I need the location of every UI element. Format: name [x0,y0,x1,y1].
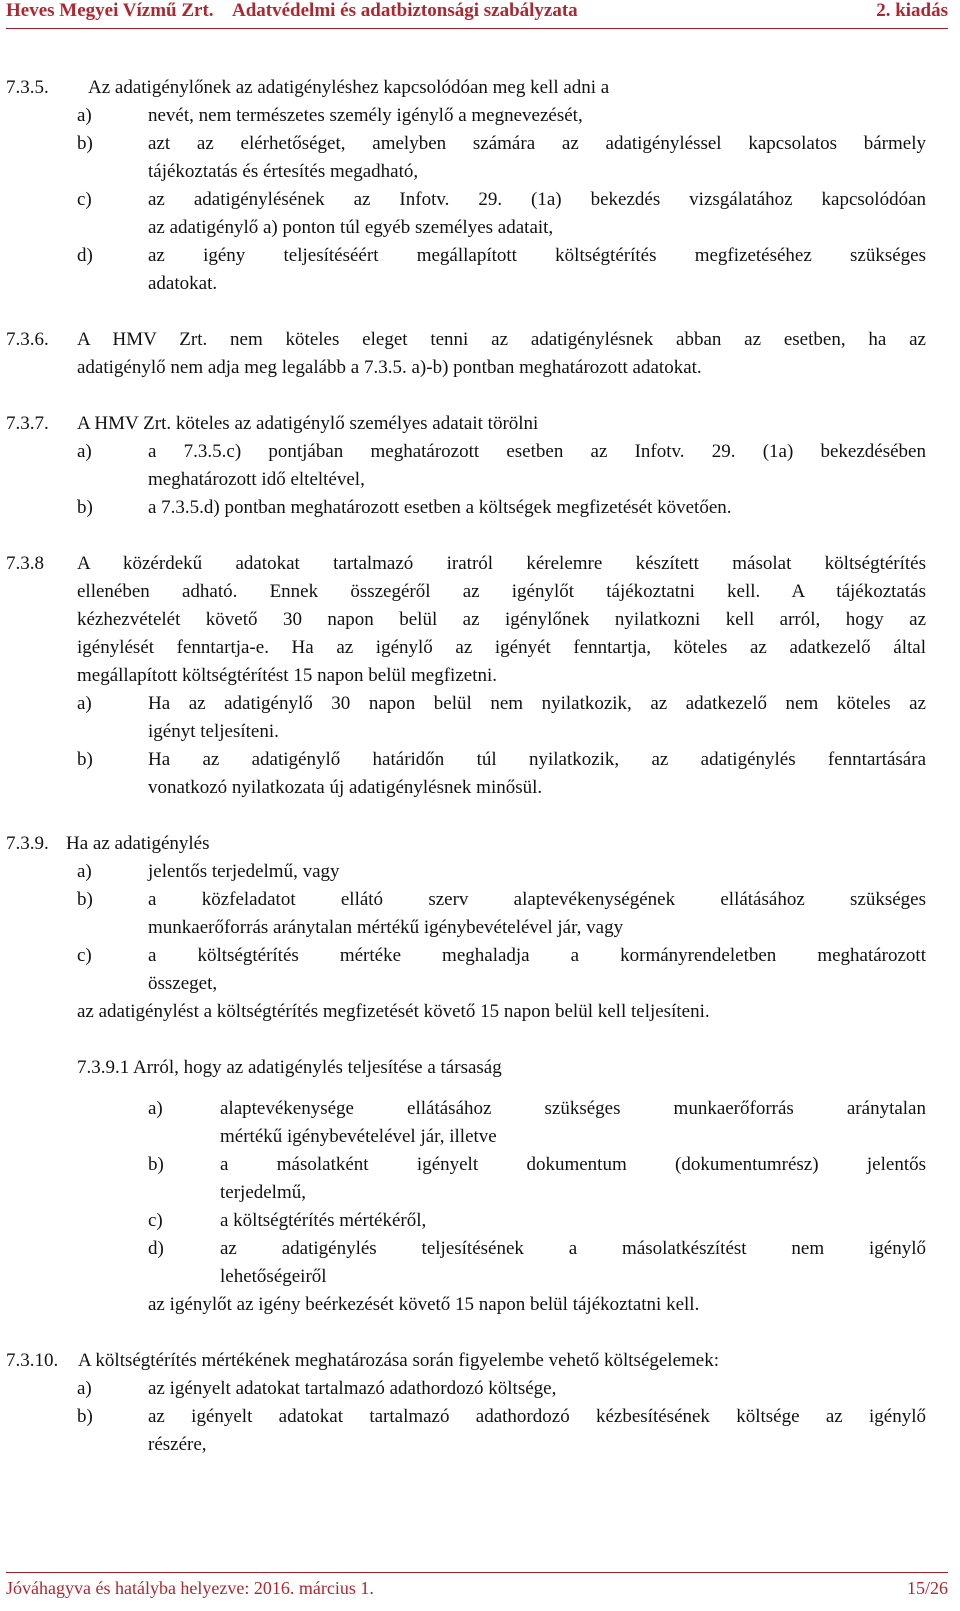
item-text: az igényelt adatokat tartalmazó adathordozó költsége, [148,1378,557,1399]
item-text: mértékű igénybevételével jár, illetve [220,1126,497,1147]
item-text: azt az elérhetőséget, amelyben számára az adatigényléssel kapcsolatos bármely [148,133,926,154]
item-text: lehetőségeiről [220,1266,327,1287]
header-title: Adatvédelmi és adatbiztonsági szabályzata [232,0,578,21]
item-label: b) [77,889,93,910]
item-text: a költségtérítés mértékéről, [220,1210,427,1231]
item-text: a közfeladatot ellátó szerv alaptevékenységének ellátásához szükséges [148,889,926,910]
section-number: 7.3.8 [6,553,44,574]
footer-divider [6,1572,948,1573]
page-header [6,0,948,29]
item-text: az adatigénylő a) ponton túl egyéb személyes adatait, [148,217,554,238]
item-label: b) [77,133,93,154]
section-text: adatigénylő nem adja meg legalább a 7.3.5. a)-b) pontban meghatározott adatokat. [77,357,702,378]
section-number: 7.3.7. [6,413,49,434]
item-text: Ha az adatigénylő határidőn túl nyilatkozik, az adatigénylés fenntartására [148,749,926,770]
section-text: megállapított költségtérítést 15 napon belül megfizetni. [77,665,498,686]
section-outro: az igénylőt az igény beérkezését követő 15 napon belül tájékoztatni kell. [148,1294,700,1315]
item-label: b) [77,749,93,770]
footer-approval: Jóváhagyva és hatályba helyezve: 2016. március 1. [6,1578,374,1598]
item-label: c) [77,945,92,966]
item-text: munkaerőforrás aránytalan mértékű igénybevételével jár, vagy [148,917,624,938]
item-text: adatokat. [148,273,218,294]
item-text: az igény teljesítéséért megállapított költségtérítés megfizetéséhez szükséges [148,245,926,266]
section-outro: az adatigénylést a költségtérítés megfizetését követő 15 napon belül kell teljesíteni. [77,1001,710,1022]
item-text: az adatigénylés teljesítésének a másolatkészítést nem igénylő [220,1238,926,1259]
section-number: 7.3.10. [6,1350,59,1371]
item-label: a) [77,441,92,462]
item-text: az adatigénylésének az Infotv. 29. (1a) bekezdés vizsgálatához kapcsolódóan [148,189,926,210]
item-text: az igényelt adatokat tartalmazó adathordozó kézbesítésének költsége az igénylő [148,1406,926,1427]
section-intro: Az adatigénylőnek az adatigényléshez kapcsolódóan meg kell adni a [88,77,610,98]
item-text: részére, [148,1434,207,1455]
item-label: d) [148,1238,164,1259]
item-text: a 7.3.5.c) pontjában meghatározott esetben az Infotv. 29. (1a) bekezdésében [148,441,926,462]
section-intro: Ha az adatigénylés [66,833,210,854]
section-number: 7.3.6. [6,329,49,350]
item-text: jelentős terjedelmű, vagy [148,861,340,882]
header-edition: 2. kiadás [876,0,948,21]
item-label: c) [148,1210,163,1231]
item-text: alaptevékenysége ellátásához szükséges munkaerőforrás aránytalan [220,1098,926,1119]
item-label: b) [148,1154,164,1175]
item-text: a másolatként igényelt dokumentum (dokumentumrész) jelentős [220,1154,926,1175]
item-label: a) [148,1098,163,1119]
item-text: Ha az adatigénylő 30 napon belül nem nyilatkozik, az adatkezelő nem köteles az [148,693,926,714]
item-label: d) [77,245,93,266]
item-label: a) [77,861,92,882]
item-label: a) [77,693,92,714]
item-label: b) [77,497,93,518]
item-text: igényt teljesíteni. [148,721,279,742]
item-label: a) [77,105,92,126]
item-text: vonatkozó nyilatkozata új adatigénylésnek minősül. [148,777,543,798]
item-text: tájékoztatás és értesítés megadható, [148,161,419,182]
section-number: 7.3.9. [6,833,49,854]
section-text: kézhezvételét követő 30 napon belül az igénylőnek nyilatkozni kell arról, hogy az [77,609,926,630]
item-label: b) [77,1406,93,1427]
section-text: A HMV Zrt. nem köteles eleget tenni az adatigénylésnek abban az esetben, ha az [77,329,926,350]
item-text: meghatározott idő elteltével, [148,469,365,490]
section-text: igénylését fenntartja-e. Ha az igénylő az igényét fenntartja, köteles az adatkezelő által [77,637,926,658]
subsection-title: 7.3.9.1 Arról, hogy az adatigénylés teljesítése a társaság [77,1057,502,1078]
item-text: terjedelmű, [220,1182,306,1203]
item-label: c) [77,189,92,210]
page-footer [6,1560,948,1610]
item-text: a költségtérítés mértéke meghaladja a kormányrendeletben meghatározott [148,945,926,966]
item-label: a) [77,1378,92,1399]
item-text: nevét, nem természetes személy igénylő a megnevezését, [148,105,583,126]
section-text: A közérdekű adatokat tartalmazó iratról kérelemre készített másolat költségtérítés [77,553,926,574]
item-text: a 7.3.5.d) pontban meghatározott esetben a költségek megfizetését követően. [148,497,732,518]
section-intro: A HMV Zrt. köteles az adatigénylő személyes adatait törölni [77,413,539,434]
item-text: összeget, [148,973,218,994]
page-number: 15/26 [906,1578,948,1598]
section-number: 7.3.5. [6,77,49,98]
section-intro: A költségtérítés mértékének meghatározása során figyelembe vehető költségelemek: [78,1350,720,1371]
section-text: ellenében adható. Ennek összegéről az igénylőt tájékoztatni kell. A tájékoztatás [77,581,926,602]
header-company: Heves Megyei Vízmű Zrt. [6,0,214,21]
